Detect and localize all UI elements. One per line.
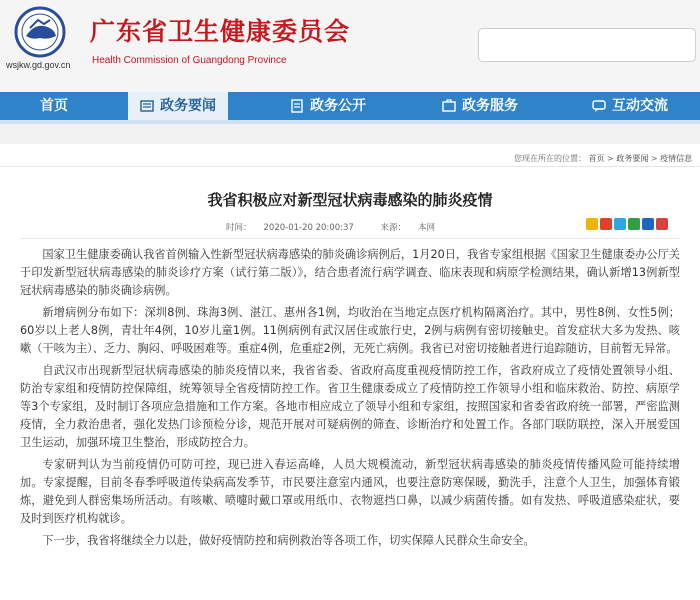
main-nav <box>0 92 700 120</box>
newspaper-icon <box>140 99 154 113</box>
site-url: wsjkw.gd.gov.cn <box>6 60 71 70</box>
gd-health-logo-icon[interactable] <box>14 6 66 58</box>
share-weibo-icon[interactable] <box>600 218 612 230</box>
nav-divider <box>0 120 700 124</box>
share-more-icon[interactable] <box>656 218 668 230</box>
divider <box>20 238 680 239</box>
article-time <box>226 223 366 233</box>
article-paragraph: 专家研判认为当前疫情仍可防可控，现已进入春运高峰，人员大规模流动，新型冠状病毒感染的肺炎疫情传播风险可能持续增加。专家提醒，目前冬春季呼吸道传染病高发季节，市民要注意室内通风，也要注意防寒保暖，勤洗手，注意个人卫生，加强体育锻炼，避免到人群密集场所活动。有咳嗽、喷嚏时戴口罩或用纸巾、衣物遮挡口鼻，以减少病菌传播。如有发热、呼吸道感染症状，要及时到医疗机构就诊。 <box>20 458 680 525</box>
site-title[interactable]: 广东省卫生健康委员会 <box>90 17 351 46</box>
share-tencent-icon[interactable] <box>614 218 626 230</box>
time-label: 时间： <box>226 223 252 233</box>
article-source <box>381 223 448 233</box>
breadcrumb-epidemic-link[interactable]: 疫情信息 <box>660 154 693 163</box>
source-value: 本网 <box>418 223 436 233</box>
nav-item-label: 政务服务 <box>462 98 518 114</box>
document-icon <box>290 99 304 113</box>
article-meta <box>226 221 459 233</box>
nav-item-news[interactable] <box>128 92 228 120</box>
time-value: 2020-01-20 20:00:37 <box>263 223 354 233</box>
article-paragraph: 国家卫生健康委确认我省首例输入性新型冠状病毒感染的肺炎确诊病例后，1月20日，我省专家组根据《国家卫生健康委办公厅关于印发新型冠状病毒感染的肺炎诊疗方案（试行第二版）》，结合患者流行病学调查、临床表现和病原学检测结果，确认新增13例新型冠状病毒感染的肺炎确诊病例。 <box>20 248 680 297</box>
breadcrumb <box>514 153 692 164</box>
share-buttons <box>586 218 668 230</box>
service-icon <box>442 99 456 113</box>
site-header <box>0 0 700 92</box>
breadcrumb-separator: > <box>650 154 658 163</box>
breadcrumb-home-link[interactable]: 首页 <box>588 154 605 163</box>
nav-item-gov-services[interactable] <box>442 92 518 120</box>
breadcrumb-separator: > <box>607 154 614 163</box>
share-renren-icon[interactable] <box>642 218 654 230</box>
nav-item-label: 政务要闻 <box>160 98 216 114</box>
nav-item-label: 互动交流 <box>612 98 668 114</box>
chat-icon <box>592 99 606 113</box>
share-wechat-icon[interactable] <box>628 218 640 230</box>
article-paragraph: 下一步，我省将继续全力以赴，做好疫情防控和病例救治等各项工作，切实保障人民群众生命安全。 <box>42 534 535 547</box>
source-label: 来源： <box>380 223 407 233</box>
article-paragraph: 新增病例分布如下：深圳8例、珠海3例、湛江、惠州各1例，均收治在当地定点医疗机构隔离治疗。其中，男性8例、女性5例；60岁以上老人8例，青壮年4例，10岁儿童1例。11例病例有武汉居住或旅行史，2例与病例有密切接触史。首发症状大多为发热、咳嗽（干咳为主）、乏力、胸闷、呼吸困难等。重症4例，危重症2例，无死亡病例。我省已对密切接触者进行追踪随访，目前暂无异常。 <box>20 306 680 355</box>
article-title: 我省积极应对新型冠状病毒感染的肺炎疫情 <box>207 191 493 209</box>
article-body <box>20 246 680 554</box>
article-paragraph: 自武汉市出现新型冠状病毒感染的肺炎疫情以来，我省省委、省政府高度重视疫情防控工作，省政府成立了疫情处置领导小组、防治专家组和疫情防控保障组，统筹领导全省疫情防控工作。省卫生健康委成立了疫情防控工作领导小组和临床救治、防控、病原学等3个专家组，及时制订各项应急措施和工作方案。各地市相应成立了领导小组和专家组，按照国家和省委省政府统一部署，严密监测疫情，全力救治患者，强化发热门诊预检分诊，规范开展对可疑病例的筛查、诊断治疗和处置工作。各部门联防联控，深入开展爱国卫生运动，加强环境卫生整治，形成防控合力。 <box>20 364 680 449</box>
breadcrumb-news-link[interactable]: 政务要闻 <box>616 154 649 163</box>
site-subtitle: Health Commission of Guangdong Province <box>92 55 287 66</box>
nav-item-home[interactable] <box>40 92 68 120</box>
search-input[interactable] <box>478 28 696 62</box>
breadcrumb-prefix: 您现在所在的位置： <box>514 154 586 163</box>
divider <box>0 166 700 167</box>
nav-item-gov-affairs[interactable] <box>290 92 366 120</box>
share-qzone-icon[interactable] <box>586 218 598 230</box>
nav-item-interaction[interactable] <box>592 92 668 120</box>
nav-item-label: 政务公开 <box>310 98 366 114</box>
nav-item-label: 首页 <box>40 98 68 114</box>
